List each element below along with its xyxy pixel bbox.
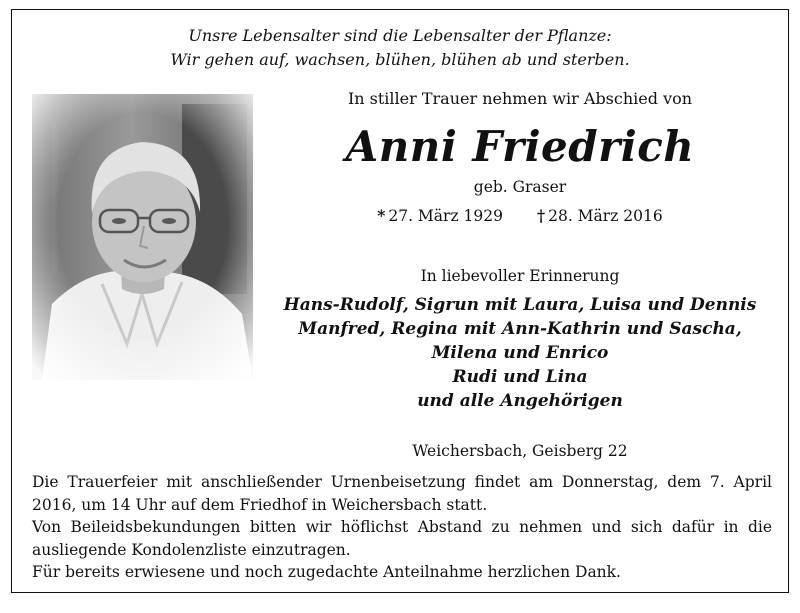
- death-cross-icon: †: [537, 206, 546, 225]
- death-date: 28. März 2016: [548, 207, 663, 225]
- mourner-line: und alle Angehörigen: [417, 391, 623, 411]
- portrait-photo: [32, 94, 253, 380]
- portrait-photo-image: [32, 94, 253, 380]
- motto-quote: [12, 24, 788, 72]
- thanks-paragraph: Für bereits erwiesene und noch zugedachte Anteilnahme herzlichen Dank.: [32, 563, 621, 581]
- obituary-notice: [11, 9, 789, 593]
- funeral-information: [32, 471, 772, 584]
- family-address: Weichersbach, Geisberg 22: [412, 442, 628, 460]
- motto-line-2: Wir gehen auf, wachsen, blühen, blühen ab und sterben.: [170, 50, 630, 69]
- maiden-name: geb. Graser: [473, 178, 567, 196]
- memory-line: In liebevoller Erinnerung: [420, 267, 620, 285]
- birth-date: 27. März 1929: [388, 207, 503, 225]
- mourner-line: Rudi und Lina: [452, 367, 588, 387]
- mourners-list: [270, 293, 770, 413]
- funeral-paragraph: Die Trauerfeier mit anschließender Urnenbeisetzung findet am Donnerstag, dem 7. April 2016, um 14 Uhr auf dem Friedhof in Weichersbach statt.: [32, 473, 772, 514]
- mourner-line: Manfred, Regina mit Ann-Kathrin und Sascha,: [298, 319, 742, 339]
- deceased-name: Anni Friedrich: [345, 122, 695, 171]
- intro-text: In stiller Trauer nehmen wir Abschied von: [347, 89, 693, 108]
- mourner-line: Milena und Enrico: [431, 343, 609, 363]
- condolence-paragraph: Von Beileidsbekundungen bitten wir höflichst Abstand zu nehmen und sich dafür in die ausliegende Kondolenzliste einzutragen.: [32, 518, 772, 559]
- life-dates: [270, 204, 770, 228]
- motto-line-1: Unsre Lebensalter sind die Lebensalter der Pflanze:: [188, 26, 612, 45]
- birth-star-icon: *: [377, 206, 386, 225]
- mourner-line: Hans-Rudolf, Sigrun mit Laura, Luisa und Dennis: [283, 295, 757, 315]
